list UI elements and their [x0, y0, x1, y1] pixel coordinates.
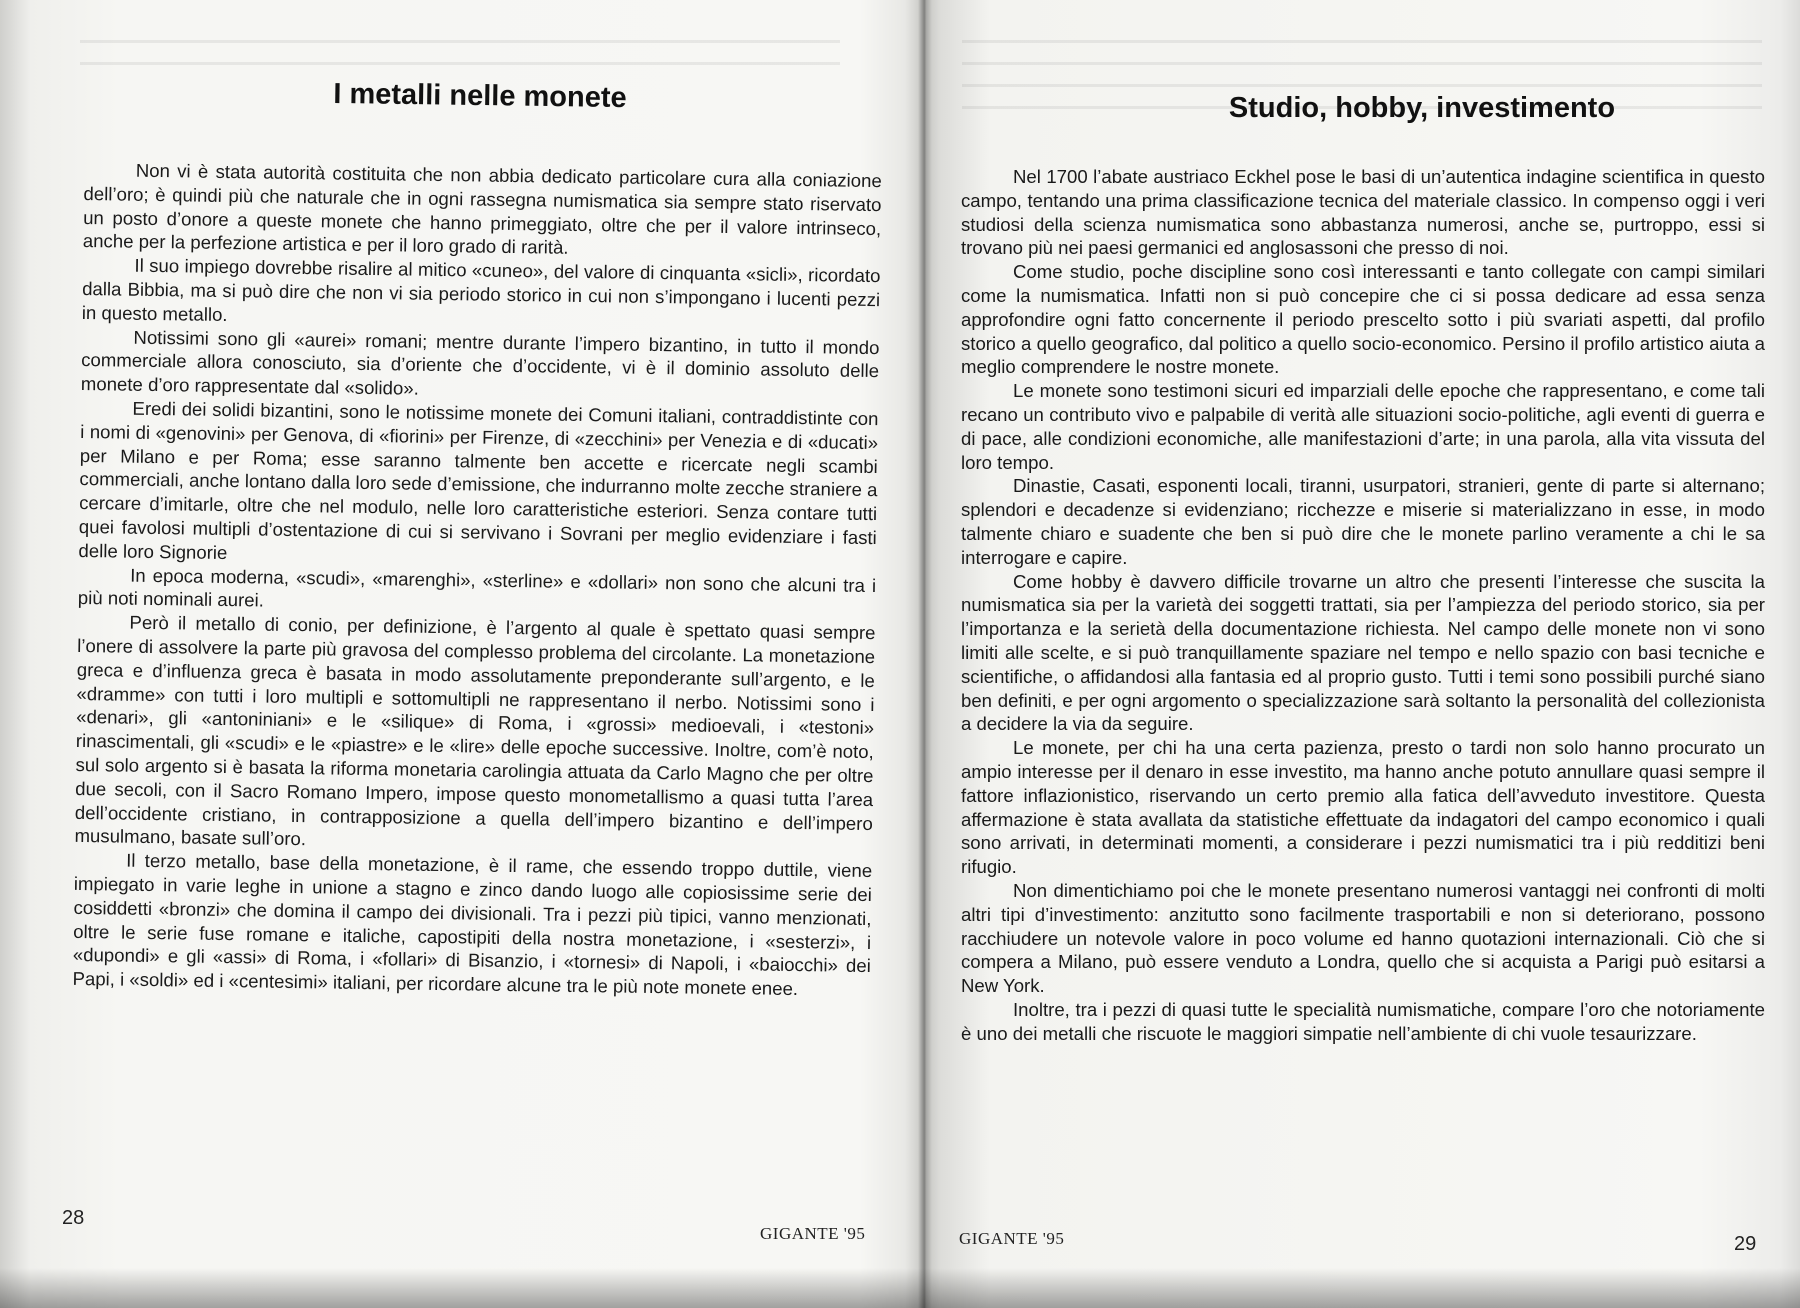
paragraph: Dinastie, Casati, esponenti locali, tiranni, usurpatori, stranieri, gente di parte si alternano; splendori e decadenze si evidenziano; ricchezze e miserie si materializzano in esse, in modo talmente chiaro e suadente che ben si può dire che le monete parlino veramente a chi le sa interrogare e capire. — [961, 475, 1765, 568]
left-page-number: 28 — [62, 1207, 85, 1229]
right-page-number: 29 — [1734, 1233, 1757, 1255]
paragraph: Non dimentichiamo poi che le monete presentano numerosi vantaggi nei confronti di molti altri tipi d’investimento: anzitutto sono facilmente trasportabili e non si deteriorano, possono racchiudere un notevole valore in poco volume ed hanno quotazioni internazionali. Ciò che si compera a Milano, può essere venduto a Londra, quello che si acquista a Parigi può esitarsi a New York. — [961, 879, 1765, 997]
scan-bottom-shadow — [0, 1268, 1800, 1308]
bleed-through-text — [80, 40, 840, 80]
paragraph: Eredi dei solidi bizantini, sono le notissime monete dei Comuni italiani, contraddistinte con i nomi di «genovini» per Genova, di «fiorini» per Firenze, di «zecchini» per Venezia e di «ducati» per Milano e per Roma; esse saranno talmente ben accette e ricercate negli scambi commerciali, anche lontano dalla loro sede d’emissione, che indurranno molte zecche straniere a cercare d’imitarle, oltre che nel modulo, nelle loro caratteristiche esteriori. Senza contare tutti quei favolosi multipli d’ostentazione di cui si servivano i Sovrani per meglio evidenziare i fasti delle loro Signorie — [78, 397, 879, 563]
paragraph: Notissimi sono gli «aurei» romani; mentre durante l’impero bizantino, in tutto il mondo commerciale allora conosciuto, sia d’oriente che d’occidente, vi è il dominio assoluto delle monete d’oro rappresentate dal «solido». — [80, 326, 880, 399]
book-gutter — [918, 0, 932, 1308]
left-page-body — [72, 158, 882, 1002]
right-page-title: Studio, hobby, investimento — [1228, 92, 1616, 124]
left-page-title: I metalli nelle monete — [333, 77, 627, 115]
paragraph: Le monete sono testimoni sicuri ed imparziali delle epoche che rappresentano, e come tali recano un contributo vivo e palpabile di verità alle situazioni socio-politiche, agli eventi di guerra e di pace, alle condizioni economiche, alle manifestazioni d’arte; in una parola, alla vita vissuta del loro tempo. — [961, 380, 1765, 473]
paragraph: Il suo impiego dovrebbe risalire al mitico «cuneo», del valore di cinquanta «sicli», ricordato dalla Bibbia, ma si può dire che non vi sia periodo storico in cui non s’impongano i lucenti pezzi in questo metallo. — [81, 254, 881, 325]
left-running-footer: GIGANTE '95 — [760, 1224, 866, 1243]
paragraph: Però il metallo di conio, per definizione, è l’argento al quale è spettato quasi sempre l’onere di assolvere la parte più gravosa del complesso problema del circolante. La monetazione greca e d’influenza greca è basata in modo assolutamente preponderante sull’argento, e le «dramme» con tutti i loro multipli e sottomultipli ne rappresentano il nerbo. Notissimi sono i «denari», gli «antoniniani» e le «silique» di Roma, i «grossi» medioevali, i «testoni» rinascimentali, gli «scudi» e le «piastre» e le «lire» delle epoche successive. Inoltre, com’è noto, sul solo argento si è basata la riforma monetaria carolingia attuata da Carlo Magno che per oltre due secoli, con il Sacro Romano Impero, impose questo monometallismo a quasi tutta l’area dell’occidente cristiano, in contrapposizione a quella dell’impero bizantino e dell’impero musulmano, basate sull’oro. — [74, 611, 876, 850]
right-page-body — [961, 165, 1765, 1045]
paragraph: Come hobby è davvero difficile trovarne un altro che presenti l’interesse che suscita la numismatica sia per la varietà dei soggetti trattati, sia per l’ampiezza del periodo storico, sia per l’importanza e la serietà della documentazione richiesta. Nel campo delle monete non vi sono limiti alle scelte, e si può tranquillamente spaziare nel tempo e nello spazio con basi tecniche e scientifiche, o affidandosi alla fantasia ed al proprio gusto. Tutti i temi sono possibili purché siano ben definiti, e per ogni argomento o specializzazione sarà soltanto la personalità del collezionista a decidere la via da seguire. — [961, 570, 1765, 735]
right-running-footer: GIGANTE '95 — [959, 1229, 1065, 1248]
paragraph: Inoltre, tra i pezzi di quasi tutte le specialità numismatiche, compare l’oro che notoriamente è uno dei metalli che riscuote le maggiori simpatie nell’ambiente di chi vuole tesaurizzare. — [961, 998, 1765, 1044]
paragraph: Il terzo metallo, base della monetazione, è il rame, che essendo troppo duttile, viene impiegato in varie leghe in unione a stagno e zinco dando luogo alle copiosissime serie dei cosiddetti «bronzi» che domina il campo dei divisionali. Tra i pezzi più tipici, vanno menzionati, oltre le serie fuse romane e italiche, capostipiti della nostra monetazione, i «sesterzi», i «dupondi» e gli «assi» di Roma, i «follari» di Bisanzio, i «tornesi» di Napoli, i «baiocchi» dei Papi, i «soldi» ed i «centesimi» italiani, per ricordare alcune tra le più note monete enee. — [72, 849, 873, 1000]
paragraph: In epoca moderna, «scudi», «marenghi», «sterline» e «dollari» non sono che alcuni tra i più noti nominali aurei. — [77, 564, 877, 611]
paragraph: Nel 1700 l’abate austriaco Eckhel pose le basi di un’autentica indagine scientifica in questo campo, tentando una prima classificazione tecnica del materiale classico. In compenso oggi i veri studiosi della scienza numismatica sono abbastanza numerosi, anche se, purtroppo, essi si trovano più nei paesi germanici ed anglosassoni che presso di noi. — [961, 166, 1765, 259]
paragraph: Non vi è stata autorità costituita che non abbia dedicato particolare cura alla coniazione dell’oro; è quindi più che naturale che in ogni rassegna numismatica sia sempre stato riservato un posto d’onore a queste monete che hanno primeggiato, oltre che per il valore intrinseco, anche per la perfezione artistica e per il loro grado di rarità. — [82, 159, 882, 259]
right-page — [932, 0, 1800, 1308]
paragraph: Come studio, poche discipline sono così interessanti e tanto collegate con campi similari come la numismatica. Infatti non si può concepire che ci si possa dedicare ad essa senza approfondire ogni fatto concernente il periodo prescelto sotto i più svariati aspetti, dal profilo storico a quello geografico, dal politico a quello socio-economico. Persino il profilo artistico aiuta a meglio comprendere le nostre monete. — [961, 261, 1765, 378]
paragraph: Le monete, per chi ha una certa pazienza, presto o tardi non solo hanno procurato un ampio interesse per il denaro in esse investito, ma hanno anche potuto annullare quasi sempre il fattore inflazionistico, riservando un certo premio alla fatica dell’avveduto investitore. Questa affermazione è stata avallata da statistiche effettuate da indagatori del campo economico i quali sono arrivati, in determinati momenti, a considerare i pezzi numismatici tra i più redditizi beni rifugio. — [961, 737, 1765, 878]
